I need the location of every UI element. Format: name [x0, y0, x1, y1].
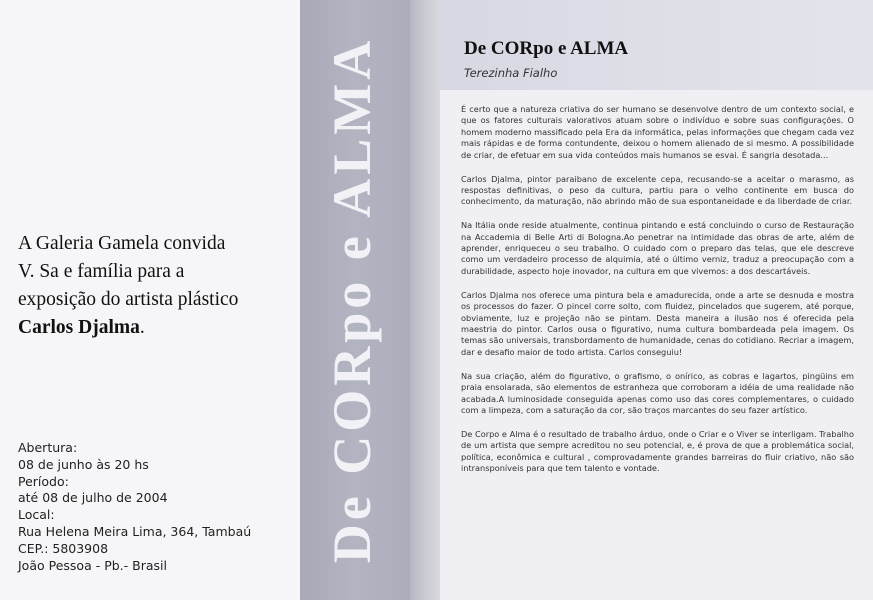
period-label: Período:	[18, 473, 69, 489]
article-paragraph: É certo que a natureza criativa do ser humano se desenvolve dentro de um contexto social, e que os fatores culturais valorativos atuam sobre o indivíduo e sobre suas configurações. O homem moderno massificado pela Era da informática, pelas informações que chegam cada vez mais rápidas e de forma contundente, deixou o homem alienado de si mesmo. A possibilidade de criar, de efetuar em sua vida conteúdos mais humanos se esvai. É sangria desotada...	[461, 104, 854, 160]
opening-label: Abertura:	[18, 440, 78, 455]
location-label: Local:	[18, 507, 55, 523]
article-paragraph: De Corpo e Alma é o resultado de trabalho árduo, onde o Criar e o Viver se interligam. Trabalho de um artista que sempre acreditou no seu potencial, e, é prova de que a problemática social, política, econômica e cultural , comprovadamente grandes barreiras do fluir criativo, não são intransponíveis para que tem talento e vontade.	[461, 428, 854, 474]
event-details	[18, 440, 298, 574]
article-paragraph: Na sua criação, além do figurativo, o grafismo, o onírico, as cobras e lagartos, pingüins em praia ensolarada, são elementos de estranheza que corroboram a idéia de uma realidade não acabada.A luminosidade conseguida apenas como uso das cores complementares, o cuidado com a limpeza, com a saturação da cor, são traços marcantes do seu fazer artístico.	[461, 370, 854, 415]
artist-name-suffix: .	[139, 317, 145, 338]
article-paragraph: Na Itália onde reside atualmente, continua pintando e está concluindo o curso de Restauração na Accademia di Belle Arti di Bologna.Ao penetrar na intimidade das obras de arte, além de aprender, enriqueceu o seu trabalho. O cuidado com o preparo das telas, que ele descreve como um verdadeiro processo de alquimia, até o último verniz, traduz a preocupação com a durabilidade, aspecto hoje inovador, na cultura em que vivemos: a dos descartáveis.	[461, 220, 854, 276]
invite-artist-line	[18, 314, 298, 342]
opening-date: 08 de junho às 20 hs	[18, 456, 149, 472]
invite-line: exposição do artista plástico	[18, 289, 239, 310]
left-page	[0, 0, 300, 600]
location-city: João Pessoa - Pb.- Brasil	[18, 557, 167, 573]
invitation-text	[18, 230, 298, 342]
page-title: De CORpo e ALMA	[464, 38, 629, 59]
artist-name: Carlos Djalma	[18, 317, 140, 338]
location-address: Rua Helena Meira Lima, 364, Tambaú	[18, 523, 252, 539]
invite-line: V. Sa e família para a	[18, 261, 185, 282]
location-postal-code: CEP.: 5803908	[18, 540, 109, 556]
period-date: até 08 de julho de 2004	[18, 490, 168, 506]
spine-band	[300, 0, 410, 600]
article-paragraph: Carlos Djalma, pintor paraibano de excelente cepa, recusando-se a aceitar o marasmo, as respostas definitivas, o peso da cultura, partiu para o velho continente em busca do conhecimento, da maturação, não abrindo mão de sua espontaneidade e da liberdade de criar.	[461, 173, 854, 207]
author-name: Terezinha Fialho	[464, 66, 558, 80]
spine-title: De CORpo e ALMA	[322, 36, 382, 564]
article-body	[461, 104, 854, 487]
invite-line: A Galeria Gamela convida	[18, 233, 226, 254]
right-page	[440, 0, 873, 600]
page-fold	[410, 0, 440, 600]
article-paragraph: Carlos Djalma nos oferece uma pintura bela e amadurecida, onde a arte se desnuda e mostra os processos do fazer. O pincel corre solto, com fluidez, pincelados que sugerem, até porque, obviamente, luz e projeção não se pintam. Desta maneira a ilusão nos é oferecida pela maestria do pintor. Carlos ousa o figurativo, numa cultura bombardeada pela imagem. Os temas são universais, transbordamento de humanidade, cenas do cotidiano. Recriar a imagem, dar e desafio maior de todo artista. Carlos conseguiu!	[461, 289, 854, 357]
